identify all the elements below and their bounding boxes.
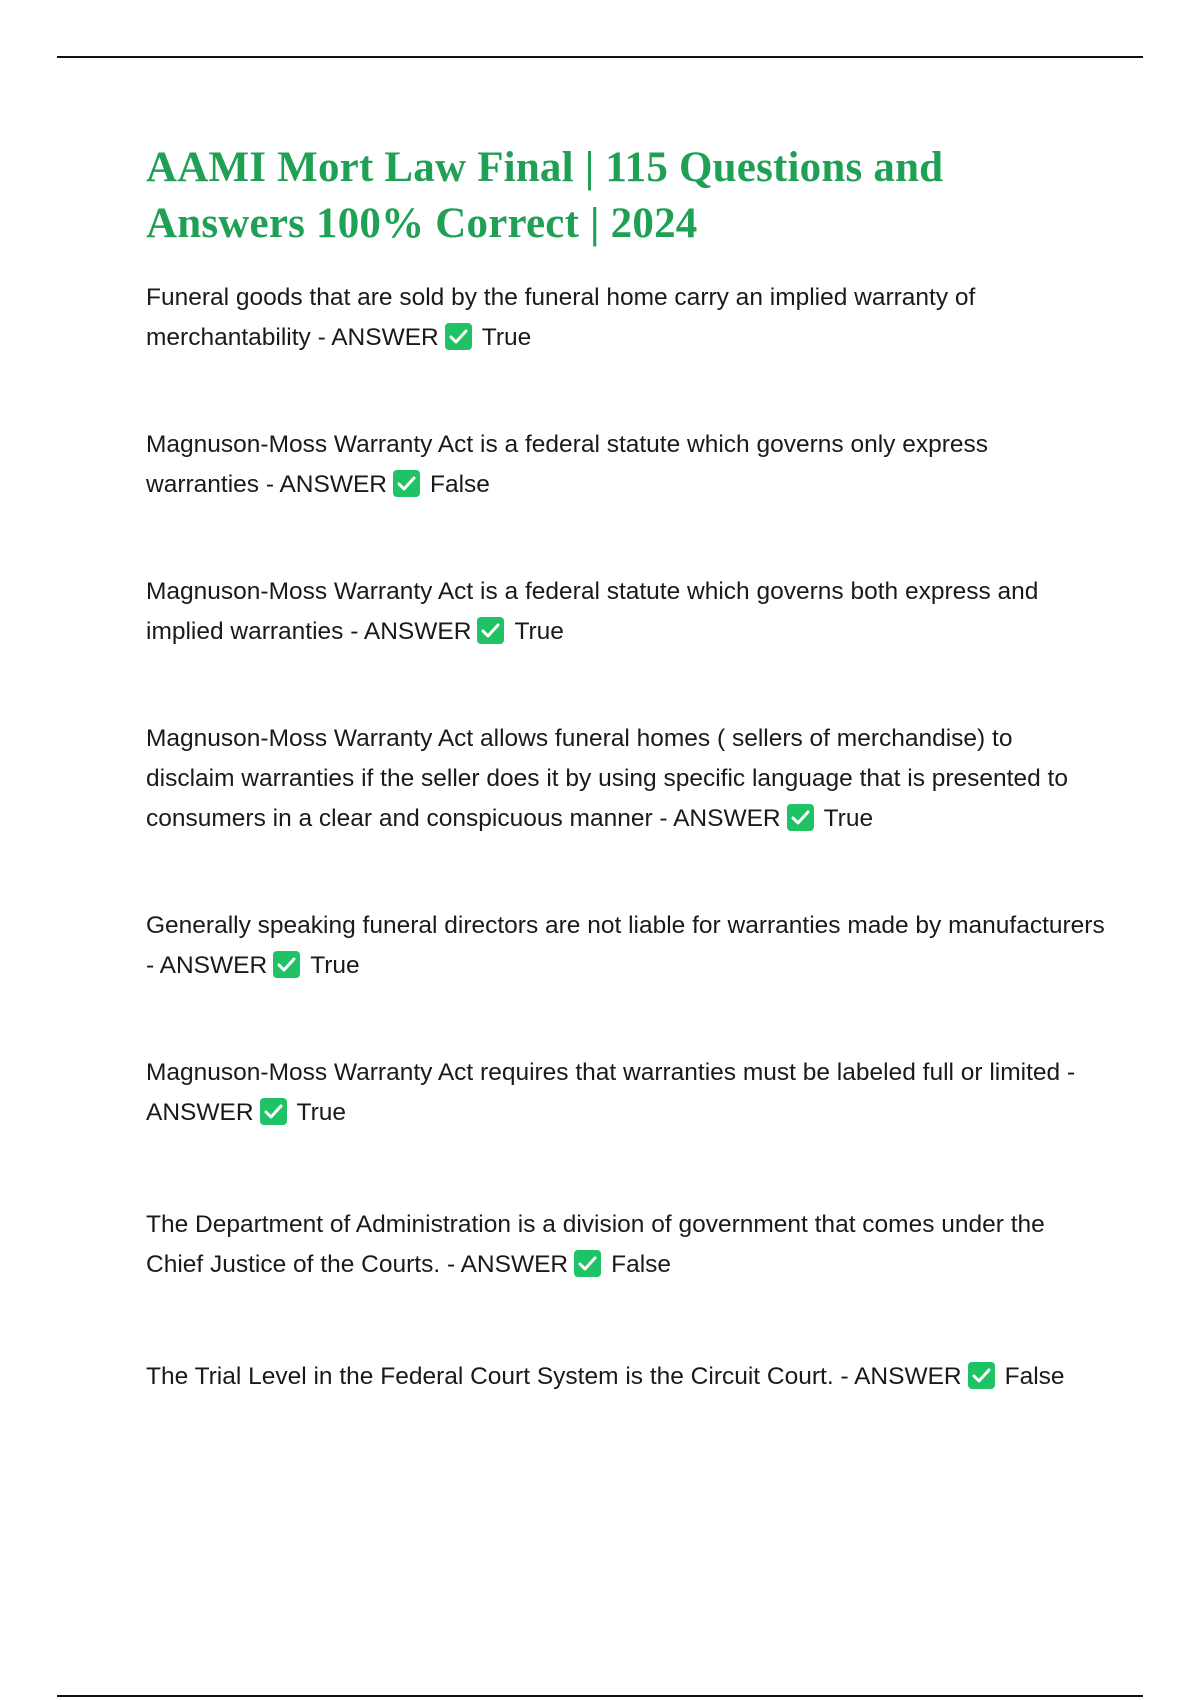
- check-mark-icon: [393, 470, 420, 497]
- answer-marker: ANSWER: [279, 471, 388, 498]
- answer-marker: ANSWER: [159, 952, 268, 979]
- check-mark-icon: [574, 1250, 601, 1277]
- check-mark-icon: [273, 951, 300, 978]
- answer-marker: ANSWER: [854, 1363, 962, 1390]
- question-text: The Department of Administration is a division of government that comes under the Chief Justice of the Courts.: [146, 1211, 1045, 1278]
- question-text: Magnuson-Moss Warranty Act requires that warranties must be labeled full or limited: [146, 1059, 1061, 1086]
- question-text: The Trial Level in the Federal Court System is the Circuit Court.: [146, 1363, 834, 1390]
- answer-marker: ANSWER: [146, 1099, 254, 1126]
- answer-separator: -: [1066, 1059, 1076, 1086]
- question-text: Magnuson-Moss Warranty Act allows funeral homes ( sellers of merchandise) to disclaim warranties if the seller does it by using specific language that is presented to consumers in a clear and conspicuous manner: [146, 725, 1068, 832]
- document-title: AAMI Mort Law Final | 115 Questions and Answers 100% Correct | 2024: [146, 144, 944, 247]
- answer-value: True: [481, 324, 532, 351]
- qa-item: [146, 1053, 1106, 1133]
- answer-separator: -: [659, 805, 668, 832]
- answer-separator: -: [446, 1251, 456, 1278]
- check-mark-icon: [968, 1362, 995, 1389]
- check-mark-icon: [477, 617, 504, 644]
- answer-separator: -: [265, 471, 274, 498]
- answer-separator: -: [840, 1363, 849, 1390]
- qa-item: [146, 572, 1106, 652]
- question-text: Magnuson-Moss Warranty Act is a federal statute which governs both express and implied warranties: [146, 578, 1039, 645]
- answer-marker: ANSWER: [363, 618, 472, 645]
- check-mark-icon: [445, 323, 472, 350]
- answer-value: True: [823, 805, 874, 832]
- document-body: [146, 140, 1106, 1397]
- question-text: Magnuson-Moss Warranty Act is a federal statute which governs only express warranties: [146, 431, 988, 498]
- answer-separator: -: [317, 324, 326, 351]
- qa-item: [146, 719, 1106, 839]
- qa-item: [146, 1357, 1106, 1397]
- check-mark-icon: [787, 804, 814, 831]
- qa-item: [146, 1205, 1106, 1285]
- answer-value: True: [514, 618, 564, 645]
- answer-value: False: [430, 471, 490, 498]
- check-mark-icon: [260, 1098, 287, 1125]
- answer-separator: -: [146, 952, 155, 979]
- answer-separator: -: [350, 618, 359, 645]
- question-text: Funeral goods that are sold by the funeral home carry an implied warranty of merchantability: [146, 284, 976, 351]
- qa-list: [146, 278, 1106, 1397]
- answer-value: True: [296, 1099, 347, 1126]
- answer-value: False: [611, 1251, 672, 1278]
- qa-item: [146, 278, 1106, 358]
- answer-marker: ANSWER: [331, 324, 439, 351]
- header-divider: [57, 56, 1143, 58]
- qa-item: [146, 425, 1106, 505]
- qa-item: [146, 906, 1106, 986]
- answer-marker: ANSWER: [673, 805, 781, 832]
- answer-marker: ANSWER: [460, 1251, 569, 1278]
- footer-divider: [57, 1695, 1143, 1697]
- answer-value: False: [1004, 1363, 1065, 1390]
- question-text: Generally speaking funeral directors are not liable for warranties made by manufacturers: [146, 912, 1105, 939]
- answer-value: True: [310, 952, 360, 979]
